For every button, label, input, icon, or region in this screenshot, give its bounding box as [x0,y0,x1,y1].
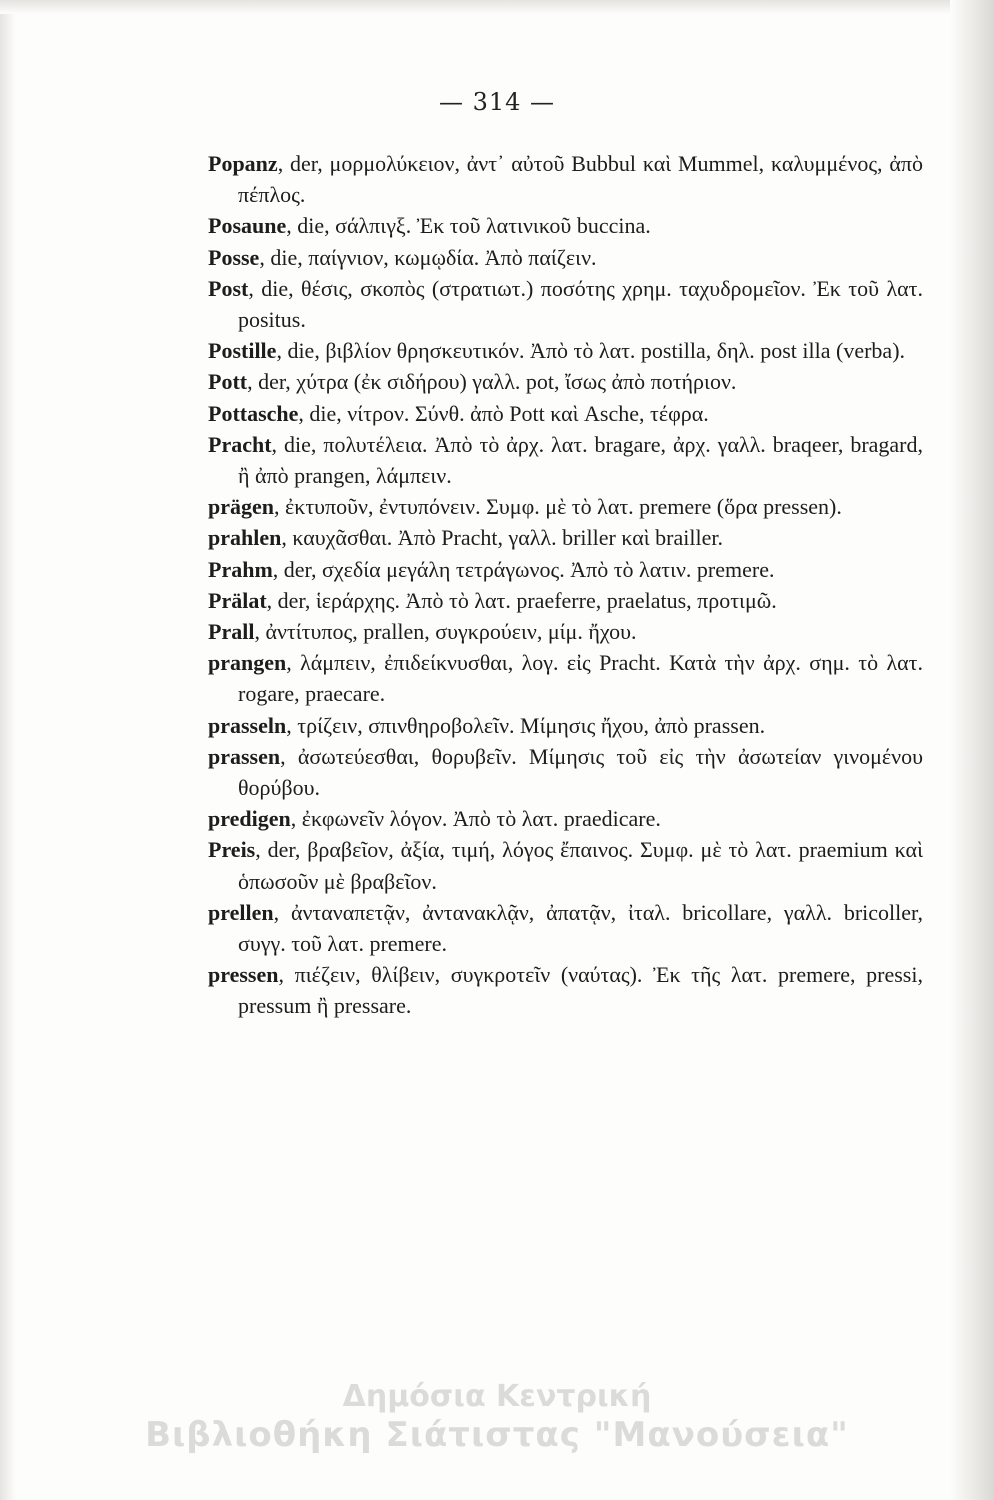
entry-definition: , τρίζειν, σπινθηροβολεῖν. Μίμησις ἤχου, ἀπὸ prassen. [286,712,766,738]
dictionary-entry [208,647,923,709]
entry-headword: prangen [208,650,287,676]
entry-definition: , der, βραβεῖον, ἀξία, τιμή, λόγος ἔπαινος. Συμφ. μὲ τὸ λατ. praemium καὶ ὁπωσοῦν μὲ βραβεῖον. [238,837,923,894]
entry-headword: Prahm [208,556,273,582]
dictionary-entry [208,242,923,273]
entry-headword: Postille [208,338,277,364]
watermark-line-1: Δημόσια Κεντρική [342,1379,652,1414]
entry-headword: Prälat [208,587,267,613]
entry-headword: Preis [208,837,256,863]
entry-definition: , ἀντίτυπος, prallen, συγκρούειν, μίμ. ἤχου. [254,619,637,645]
dictionary-entry [208,148,923,210]
entry-headword: Posse [208,244,260,270]
dictionary-entry [208,741,923,803]
entry-headword: Pott [208,369,248,395]
entry-headword: prahlen [208,525,282,551]
page-edge-top [0,0,994,14]
entry-headword: Posaune [208,213,287,239]
dictionary-entry [208,710,923,741]
entry-headword: prasseln [208,712,287,738]
watermark-line-2: Βιβλιοθήκη Σιάτιστας "Μανούσεια" [145,1415,849,1455]
entry-definition: , die, θέσις, σκοπὸς (στρατιωτ.) ποσότης χρημ. ταχυδρομεῖον. Ἐκ τοῦ λατ. positus. [238,275,923,333]
entry-headword: prägen [208,494,274,520]
entry-definition: , die, παίγνιον, κωμῳδία. Ἀπὸ παίζειν. [259,244,597,270]
dictionary-entry [208,803,923,834]
dictionary-entries [208,148,923,1022]
dictionary-entry [208,429,923,491]
dictionary-entry [208,554,923,585]
entry-headword: Prall [208,619,255,645]
entry-headword: predigen [208,806,291,832]
entry-headword: Post [208,275,249,301]
dictionary-entry [208,335,923,366]
page-edge-left [0,0,16,1500]
dictionary-entry [208,273,923,335]
entry-definition: , die, σάλπιγξ. Ἐκ τοῦ λατινικοῦ buccina. [286,213,651,239]
dictionary-entry [208,959,923,1021]
entry-definition: , der, ἱεράρχης. Ἀπὸ τὸ λατ. praeferre, praelatus, προτιμῶ. [266,587,777,613]
entry-definition: , πιέζειν, θλίβειν, συγκροτεῖν (ναύτας). Ἐκ τῆς λατ. premere, pressi, pressum ἢ pressare. [238,962,923,1019]
entry-headword: Pracht [208,431,272,457]
dictionary-entry [208,616,923,647]
library-watermark [0,1378,994,1454]
dictionary-entry [208,834,923,896]
page-edge-right [950,0,994,1500]
entry-headword: prellen [208,899,274,925]
dictionary-entry [208,585,923,616]
entry-definition: , die, νίτρον. Σύνθ. ἀπὸ Pott καὶ Asche, τέφρα. [298,400,709,426]
entry-headword: prassen [208,743,281,769]
dictionary-entry [208,210,923,241]
entry-definition: , ἐκτυποῦν, ἐντυπόνειν. Συμφ. μὲ τὸ λατ. premere (ὅρα pressen). [274,494,842,520]
dictionary-entry [208,398,923,429]
entry-headword: Popanz [208,151,278,176]
entry-definition: , der, σχεδία μεγάλη τετράγωνος. Ἀπὸ τὸ λατιν. premere. [272,556,775,582]
entry-definition: , die, πολυτέλεια. Ἀπὸ τὸ ἀρχ. λατ. bragare, ἀρχ. γαλλ. braqeer, bragard, ἢ ἀπὸ prangen, λάμπειν. [238,431,923,489]
entry-headword: Pottasche [208,400,299,426]
entry-definition: , ἀνταναπετᾷν, ἀντανακλᾷν, ἀπατᾷν, ἰταλ. bricollare, γαλλ. bricoller, συγγ. τοῦ λατ. premere. [238,899,923,957]
dictionary-entry [208,522,923,553]
entry-definition: , λάμπειν, ἐπιδείκνυσθαι, λογ. εἰς Pracht. Κατὰ τὴν ἀρχ. σημ. τὸ λατ. rogare, praecare. [238,650,923,707]
dictionary-entry [208,366,923,397]
entry-definition: , die, βιβλίον θρησκευτικόν. Ἀπὸ τὸ λατ. postilla, δηλ. post illa (verba). [276,338,906,364]
entry-definition: , καυχᾶσθαι. Ἀπὸ Pracht, γαλλ. briller καὶ brailler. [281,525,723,551]
entry-definition: , der, χύτρα (ἐκ σιδήρου) γαλλ. pot, ἴσως ἀπὸ ποτήριον. [247,369,737,395]
dictionary-entry [208,491,923,522]
page-number: — 314 — [438,88,556,116]
entry-definition: , ἐκφωνεῖν λόγον. Ἀπὸ τὸ λατ. praedicare. [290,806,661,832]
entry-headword: pressen [208,962,279,988]
entry-definition: , der, μορμολύκειον, ἀντ᾽ αὐτοῦ Bubbul καὶ Mummel, καλυμμένος, ἀπὸ πέπλος. [238,151,923,208]
dictionary-entry [208,897,923,959]
entry-definition: , ἀσωτεύεσθαι, θορυβεῖν. Μίμησις τοῦ εἰς τὴν ἀσωτείαν γινομένου θορύβου. [238,743,923,801]
